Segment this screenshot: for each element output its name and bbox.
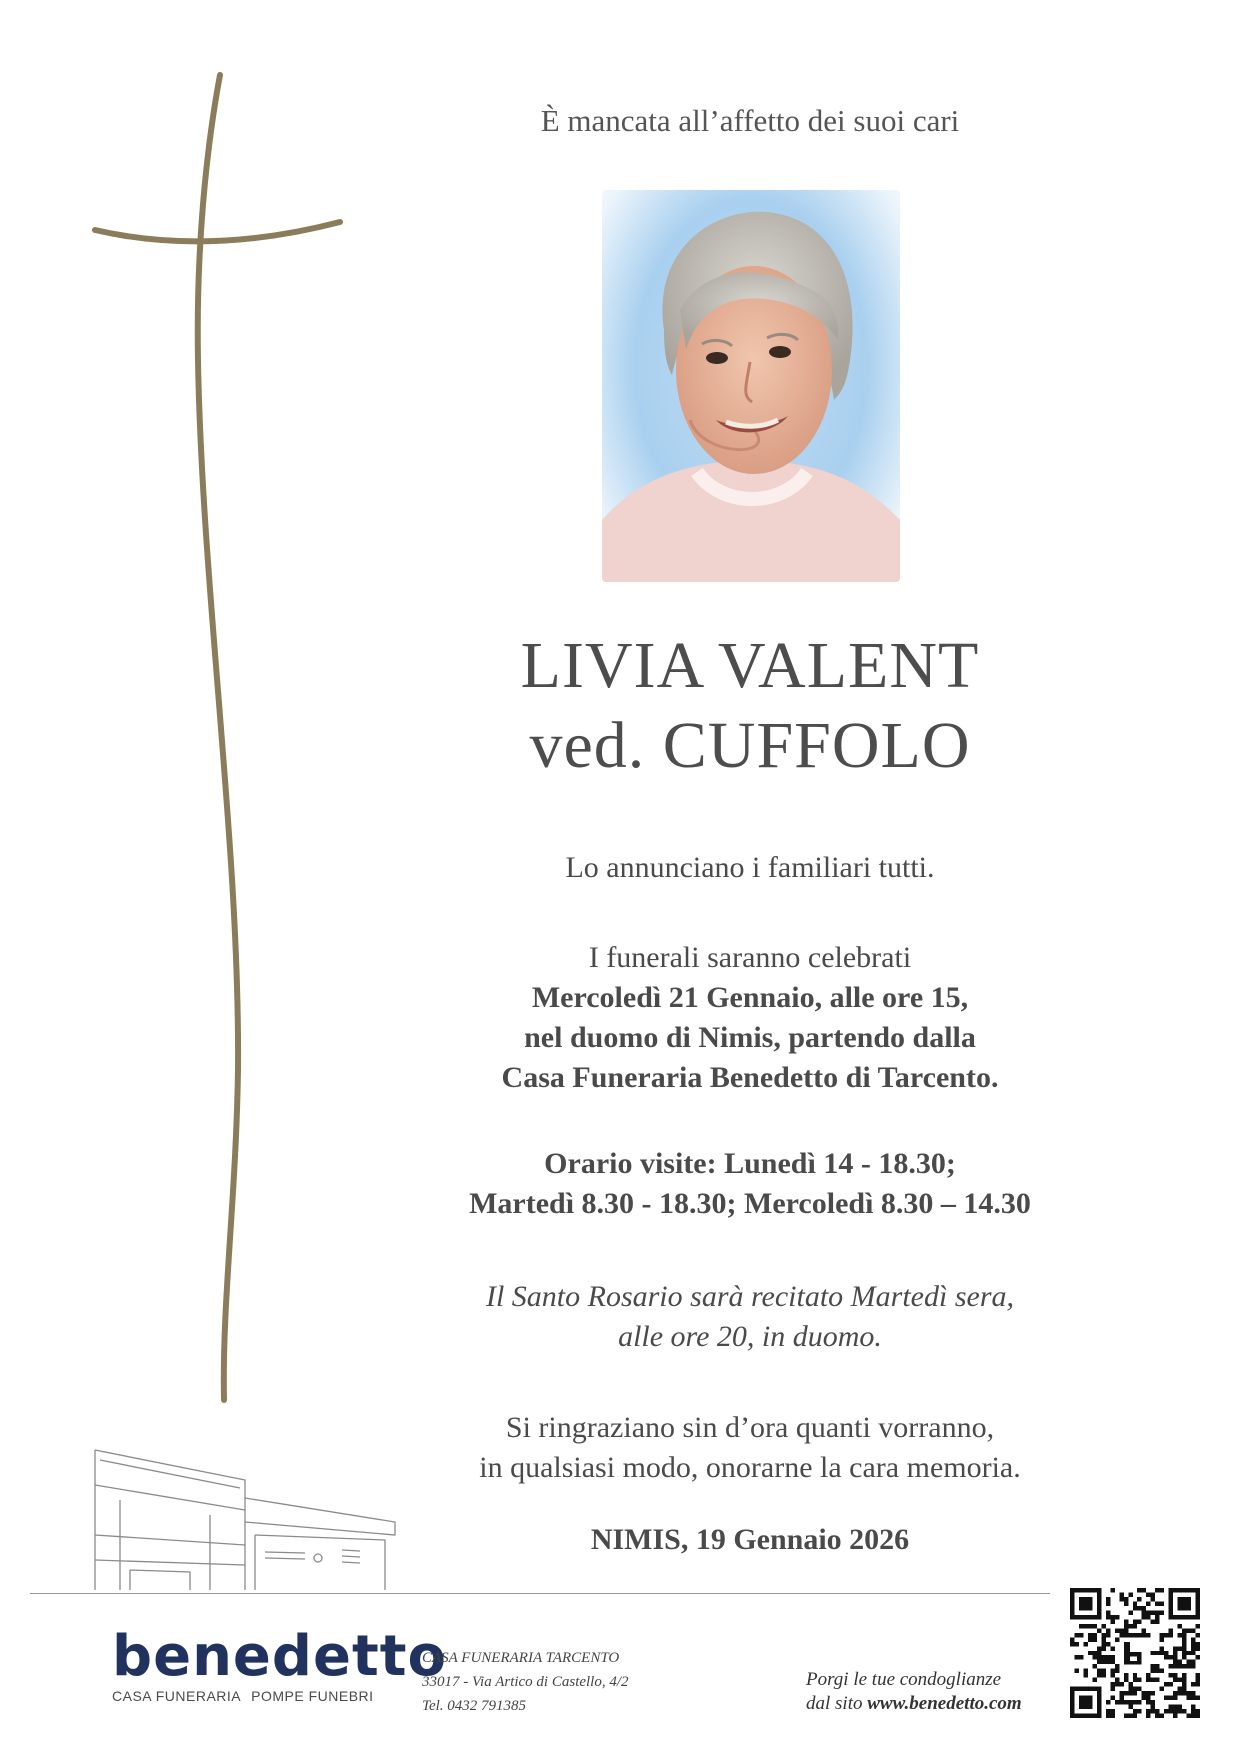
visits-line-2: Martedì 8.30 - 18.30; Mercoledì 8.30 – 14.30 bbox=[469, 1187, 1031, 1220]
funeral-line-1: I funerali saranno celebrati bbox=[588, 941, 912, 974]
benedetto-logo bbox=[112, 1624, 447, 1704]
portrait-photo bbox=[602, 190, 900, 582]
rosary-notice bbox=[400, 1277, 1100, 1357]
funeral-line-2: Mercoledì 21 Gennaio, alle ore 15, bbox=[531, 981, 969, 1014]
announcement-text: Lo annunciano i familiari tutti. bbox=[565, 851, 935, 884]
condolences-line-2 bbox=[806, 1692, 1022, 1716]
address-line-1: CASA FUNERARIA TARCENTO bbox=[422, 1650, 620, 1666]
logo-tagline bbox=[112, 1688, 447, 1704]
qr-code-icon[interactable] bbox=[1070, 1588, 1200, 1718]
thanks-line-2: in qualsiasi modo, onorarne la cara memoria. bbox=[479, 1451, 1021, 1484]
address-line-2: 33017 - Via Artico di Castello, 4/2 bbox=[422, 1674, 629, 1690]
dateline: NIMIS, 19 Gennaio 2026 bbox=[590, 1523, 910, 1556]
visits-line-1: Orario visite: Lunedì 14 - 18.30; bbox=[544, 1147, 956, 1180]
deceased-name: LIVIA VALENT bbox=[520, 629, 980, 702]
logo-sub-2: POMPE FUNEBRI bbox=[251, 1688, 374, 1704]
funeral-line-4: Casa Funeraria Benedetto di Tarcento. bbox=[501, 1061, 999, 1094]
condolences-note bbox=[806, 1668, 1022, 1716]
visiting-hours bbox=[400, 1144, 1100, 1224]
condolences-prefix: dal sito bbox=[806, 1693, 868, 1714]
intro-text: È mancata all’affetto dei suoi cari bbox=[540, 103, 960, 138]
cross-icon bbox=[90, 70, 350, 1410]
rosary-line-2: alle ore 20, in duomo. bbox=[618, 1320, 882, 1353]
funeral-details bbox=[400, 938, 1100, 1098]
rosary-line-1: Il Santo Rosario sarà recitato Martedì sera, bbox=[485, 1280, 1015, 1313]
funeral-line-3: nel duomo di Nimis, partendo dalla bbox=[524, 1021, 976, 1054]
website-link[interactable]: www.benedetto.com bbox=[867, 1693, 1022, 1714]
footer-divider bbox=[30, 1593, 1050, 1594]
condolences-line-1: Porgi le tue condoglianze bbox=[806, 1669, 1002, 1690]
logo-sub-1: CASA FUNERARIA bbox=[112, 1688, 242, 1704]
funeral-home-address bbox=[422, 1646, 629, 1718]
thanks-line-1: Si ringraziano sin d’ora quanti vorranno, bbox=[505, 1411, 995, 1444]
deceased-married-name: ved. CUFFOLO bbox=[529, 709, 971, 782]
thanks-text bbox=[400, 1408, 1100, 1488]
building-icon bbox=[30, 1440, 400, 1600]
address-line-3: Tel. 0432 791385 bbox=[422, 1698, 527, 1714]
logo-wordmark: benedetto bbox=[112, 1624, 447, 1689]
